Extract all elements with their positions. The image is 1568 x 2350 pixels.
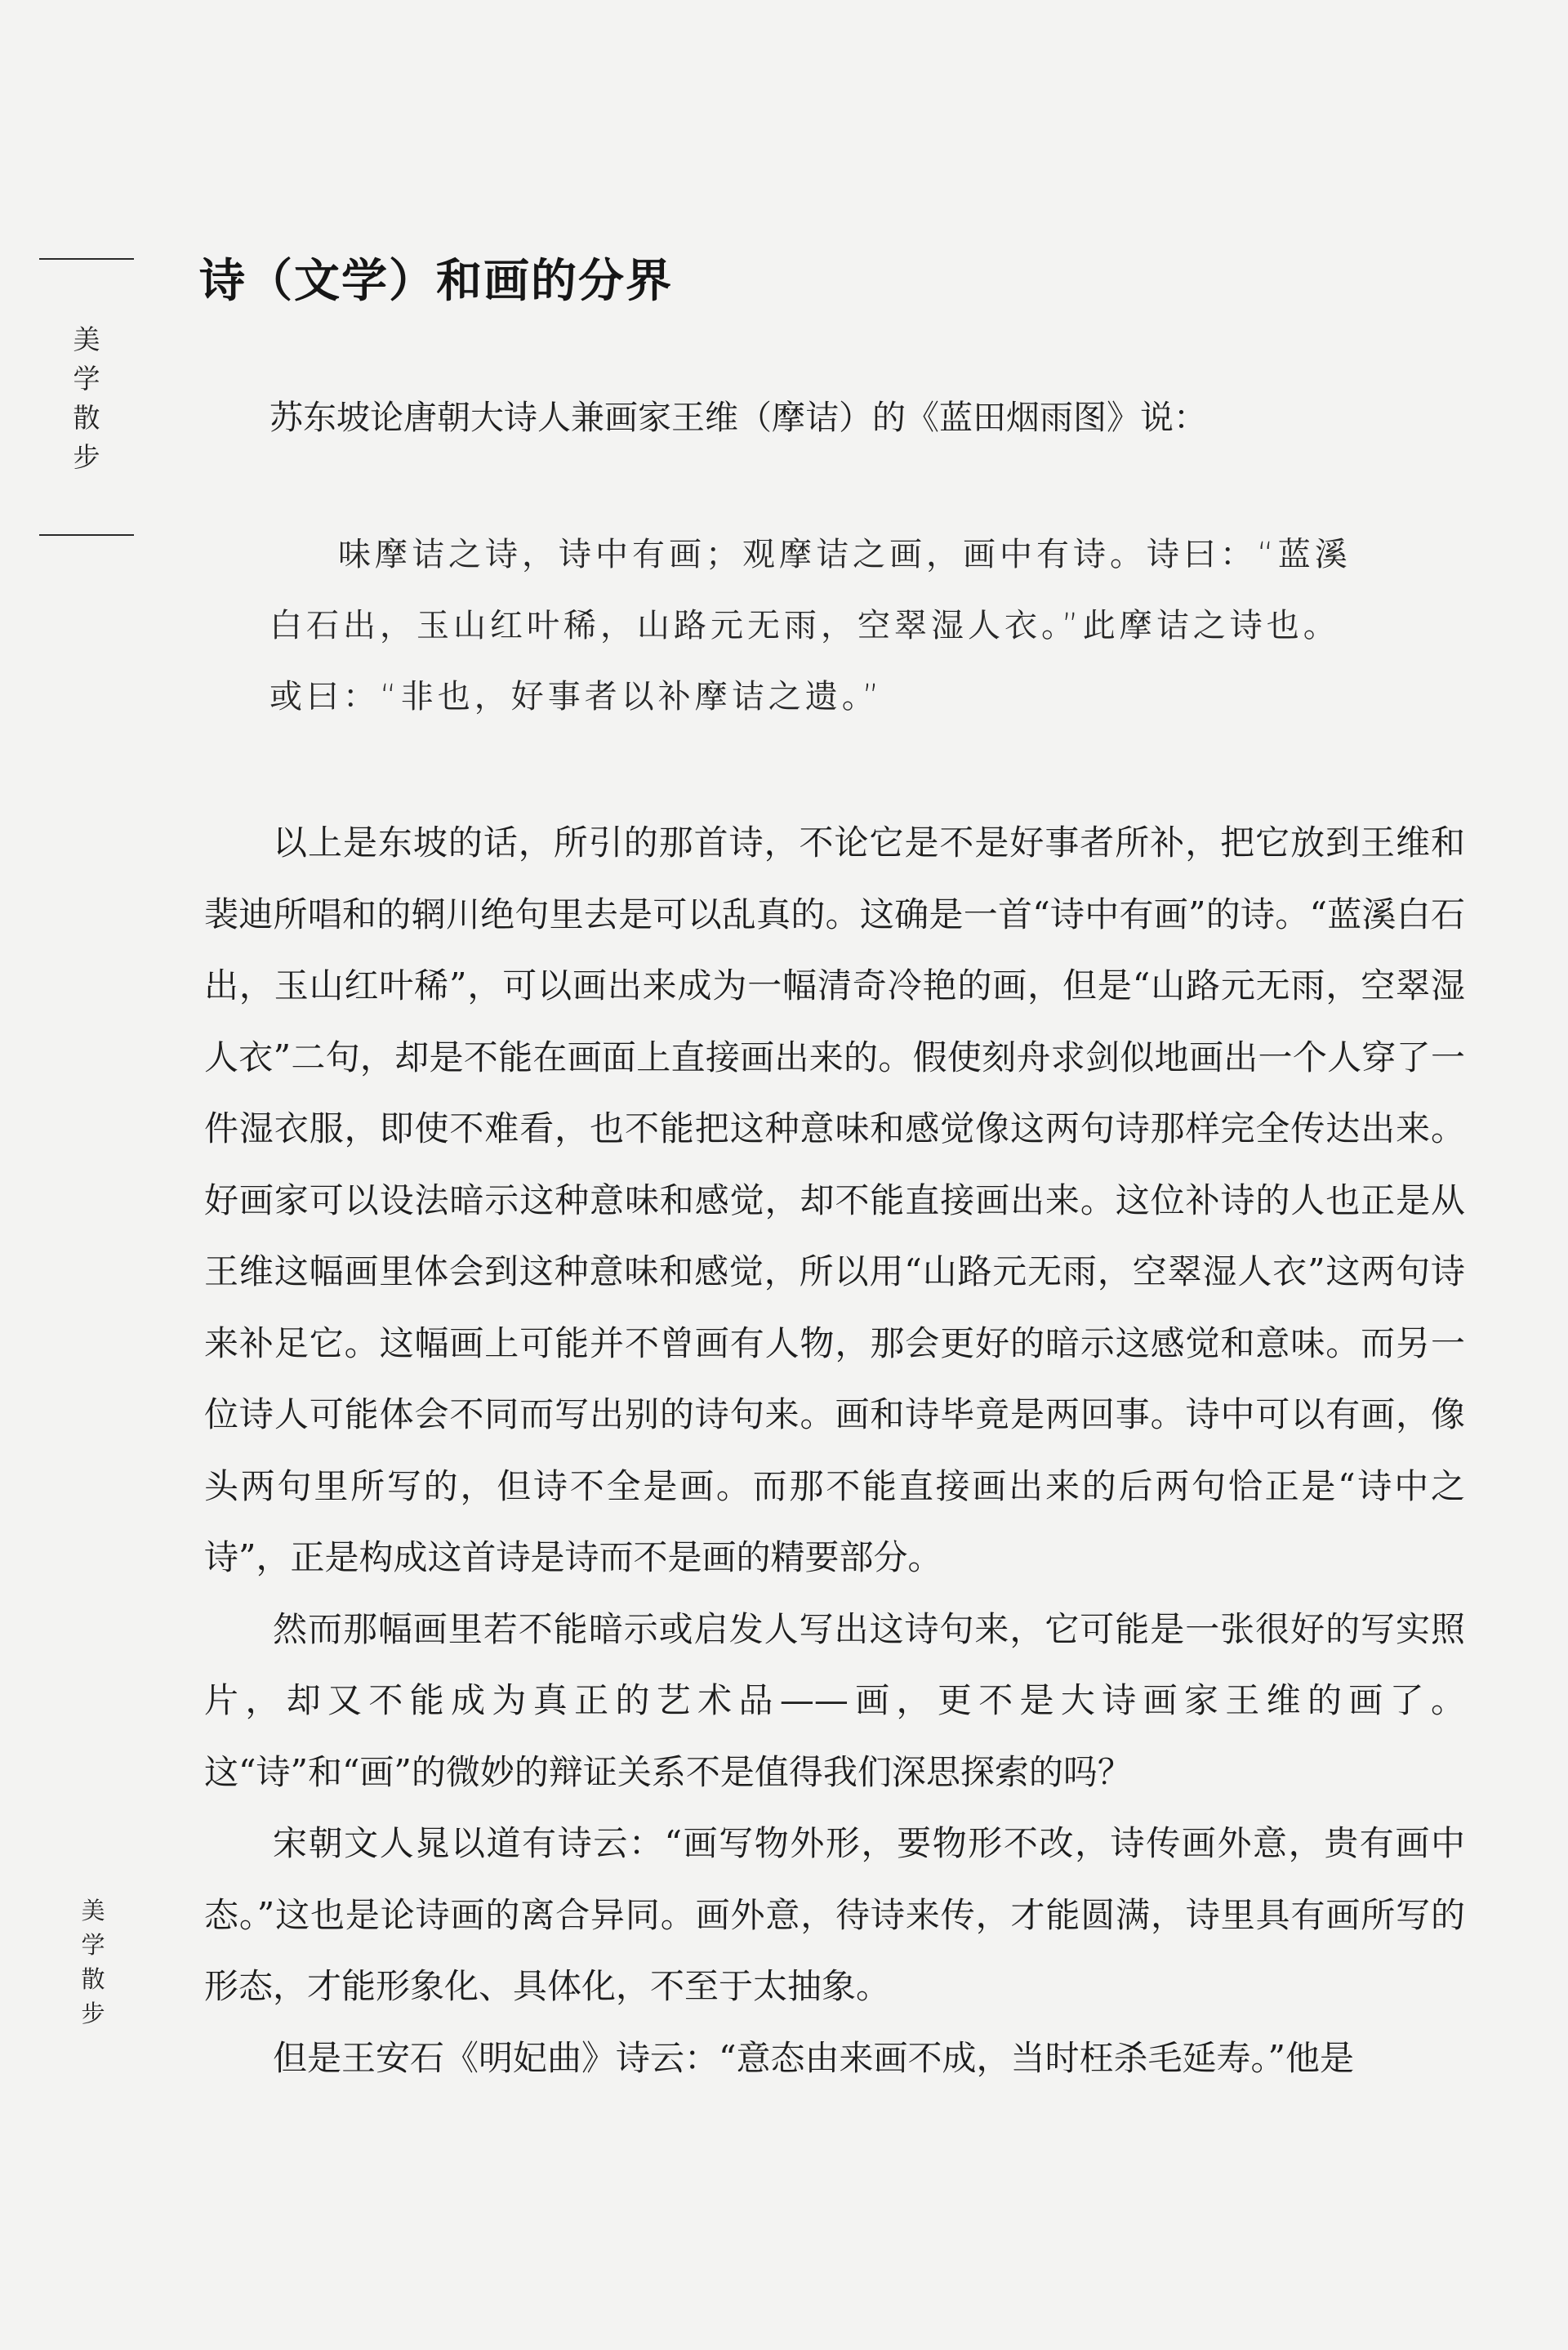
sidebar-book-title <box>72 320 101 477</box>
chapter-title: 诗（文学）和画的分界 <box>199 254 673 308</box>
sidebar-char: 散 <box>73 402 100 434</box>
body-paragraph: 宋朝文人晁以道有诗云：“画写物外形，要物形不改，诗传画外意，贵有画中态。”这也是论诗画的离合异同。画外意，待诗来传，才能圆满，诗里具有画所写的形态，才能形象化、具体化，不至于太抽象。 <box>204 1823 1465 2006</box>
sidebar-char: 学 <box>73 363 100 395</box>
body-paragraph: 然而那幅画里若不能暗示或启发人写出这诗句来，它可能是一张很好的写实照片，却又不能成为真正的艺术品——画，更不是大诗画家王维的画了。这“诗”和“画”的微妙的辩证关系不是值得我们深思探索的吗？ <box>204 1608 1465 1792</box>
body-paragraph: 但是王安石《明妃曲》诗云：“意态由来画不成，当时枉杀毛延寿。”他是 <box>273 2037 1354 2078</box>
footer-char: 美 <box>81 1897 105 1924</box>
sidebar-char: 美 <box>73 323 100 355</box>
sidebar-char: 步 <box>73 441 100 473</box>
intro-line: 苏东坡论唐朝大诗人兼画家王维（摩诘）的《蓝田烟雨图》说： <box>270 398 1207 437</box>
block-quote <box>270 519 1478 733</box>
quote-line: 味摩诘之诗，诗中有画；观摩诘之画，画中有诗。诗曰：“蓝溪 <box>338 536 1352 573</box>
running-footer-label <box>78 1893 108 2031</box>
body-paragraph: 以上是东坡的话，所引的那首诗，不论它是不是好事者所补，把它放到王维和裴迪所唱和的辋川绝句里去是可以乱真的。这确是一首“诗中有画”的诗。“蓝溪白石出，玉山红叶稀”，可以画出来成为一幅清奇冷艳的画，但是“山路元无雨，空翠湿人衣”二句，却是不能在画面上直接画出来的。假使刻舟求剑似地画出一个人穿了一件湿衣服，即使不难看，也不能把这种意味和感觉像这两句诗那样完全传达出来。好画家可以设法暗示这种意味和感觉，却不能直接画出来。这位补诗的人也正是从王维这幅画里体会到这种意味和感觉，所以用“山路元无雨，空翠湿人衣”这两句诗来补足它。这幅画上可能并不曾画有人物，那会更好的暗示这感觉和意味。而另一位诗人可能体会不同而写出别的诗句来。画和诗毕竟是两回事。诗中可以有画，像头两句里所写的，但诗不全是画。而那不能直接画出来的后两句恰正是“诗中之诗”，正是构成这首诗是诗而不是画的精要部分。 <box>204 823 1465 1577</box>
body-text <box>204 807 1465 2094</box>
quote-line: 或曰：“非也，好事者以补摩诘之遗。” <box>270 678 884 716</box>
sidebar-top-rule <box>39 258 134 260</box>
sidebar-bottom-rule <box>39 534 134 536</box>
footer-char: 散 <box>81 1965 105 1993</box>
footer-char: 学 <box>81 1931 105 1959</box>
footer-char: 步 <box>81 2000 105 2027</box>
quote-line: 白石出，玉山红叶稀，山路元无雨，空翠湿人衣。”此摩诘之诗也。 <box>270 607 1340 644</box>
